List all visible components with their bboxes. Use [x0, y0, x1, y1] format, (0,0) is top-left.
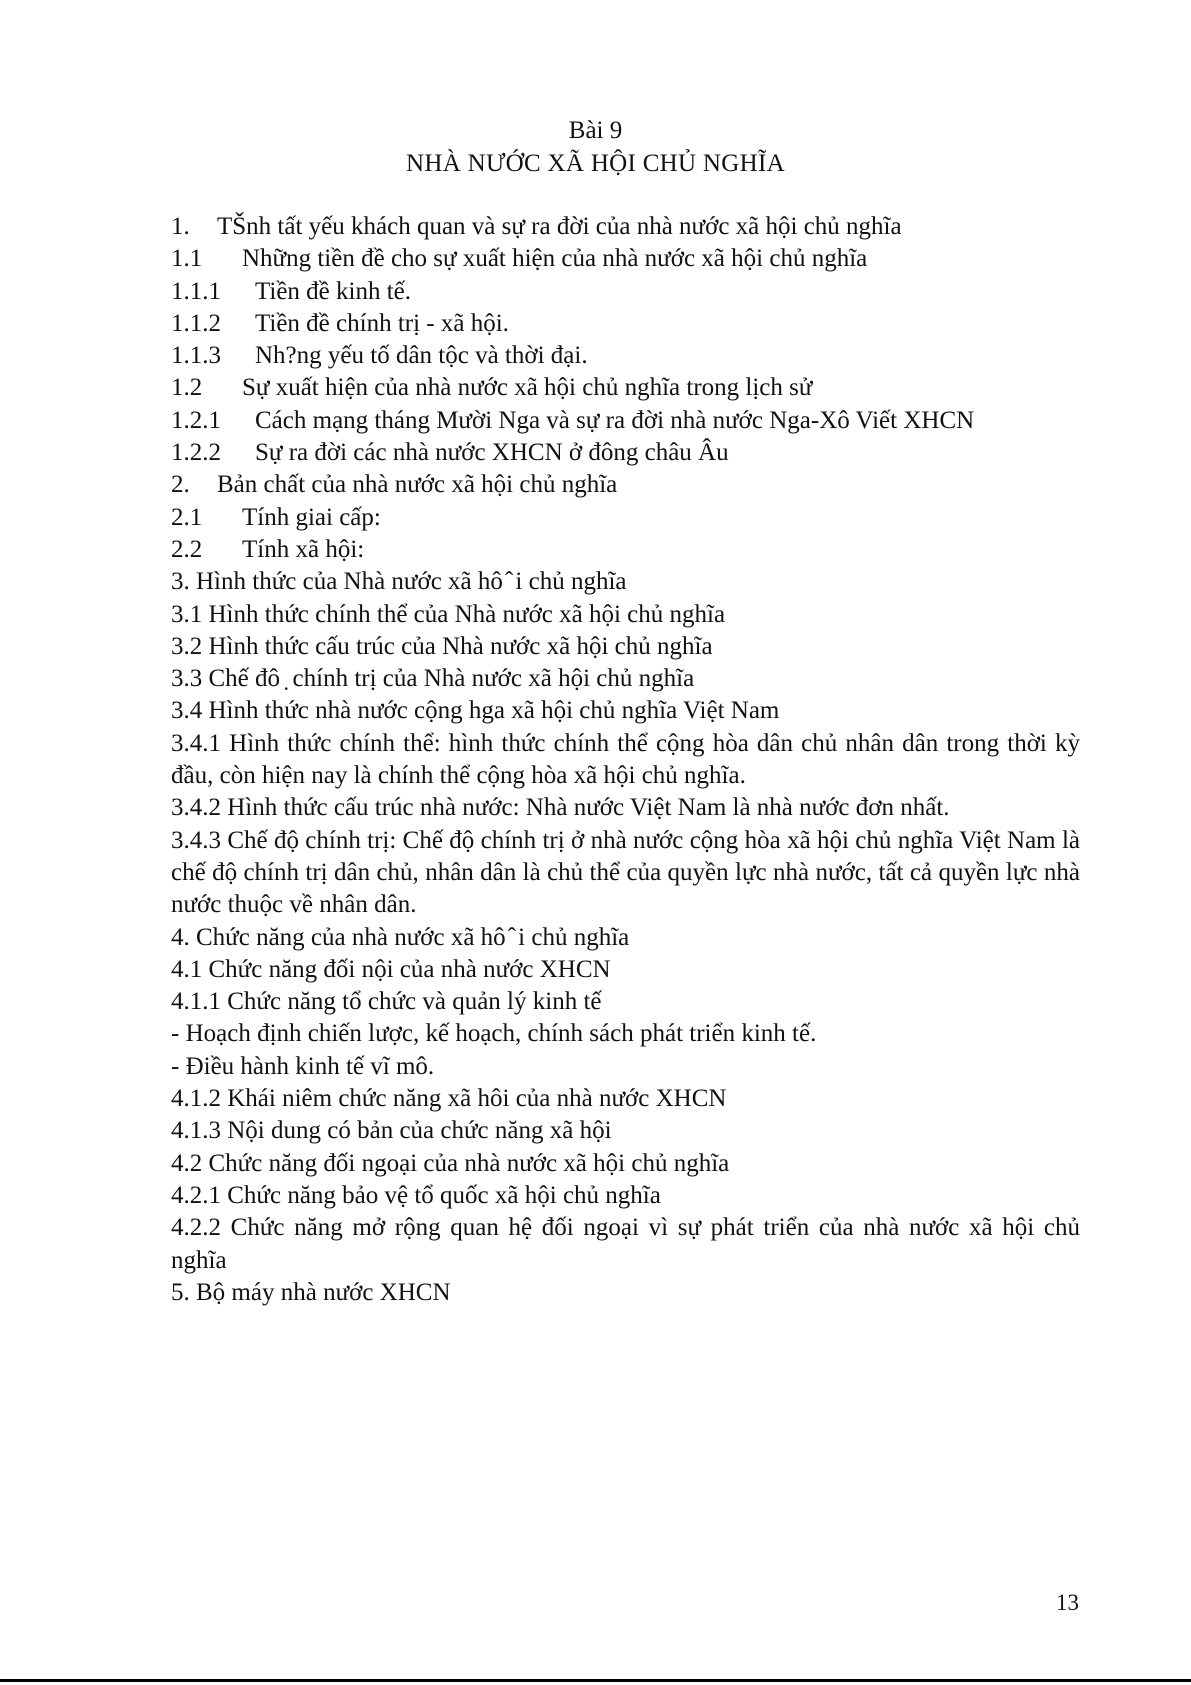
- bottom-divider: [0, 1679, 1191, 1682]
- toc-item: [171, 405, 1080, 437]
- toc-number: 1.1: [171, 245, 203, 273]
- lesson-label: Bài 9: [568, 117, 623, 144]
- table-of-contents: [171, 211, 1080, 1309]
- toc-item: 3.3 Chế đô ̣ chính trị của Nhà nước xã hội chủ nghĩa: [171, 665, 695, 693]
- toc-text: Tiền đề kinh tế.: [255, 277, 412, 305]
- toc-item: [171, 372, 1080, 404]
- toc-item: 3.1 Hình thức chính thể của Nhà nước xã hội chủ nghĩa: [171, 600, 726, 628]
- toc-text: Tính xã hội:: [242, 535, 365, 563]
- toc-item: [171, 211, 1080, 243]
- toc-text: TŠnh tất yếu khách quan và sự ra đời của nhà nước xã hội chủ nghĩa: [217, 213, 902, 240]
- toc-item: 4.2.2 Chức năng mở rộng quan hệ đối ngoại vì sự phát triển của nhà nước xã hội chủ nghĩa: [171, 1214, 1080, 1274]
- toc-number: 1.2.2: [171, 439, 221, 467]
- toc-item: 3. Hình thức của Nhà nước xã hô ̂ i chủ nghĩa: [171, 568, 627, 596]
- toc-text: Những tiền đề cho sự xuất hiện của nhà nước xã hội chủ nghĩa: [242, 245, 868, 273]
- toc-item: [171, 340, 1080, 372]
- toc-item: - Điều hành kinh tế vĩ mô.: [171, 1052, 435, 1080]
- toc-item: 3.4 Hình thức nhà nước cộng hga xã hội chủ nghĩa Việt Nam: [171, 697, 780, 725]
- toc-item: 3.2 Hình thức cấu trúc của Nhà nước xã hội chủ nghĩa: [171, 632, 713, 660]
- page-header: [0, 114, 1191, 180]
- toc-item: [171, 534, 1080, 566]
- toc-item: 3.4.1 Hình thức chính thể: hình thức chính thể cộng hòa dân chủ nhân dân trong thời kỳ đầu, còn hiện nay là chính thể cộng hòa xã hội chủ nghĩa.: [171, 729, 1080, 790]
- toc-item: 4.2 Chức năng đối ngoại của nhà nước xã hội chủ nghĩa: [171, 1149, 730, 1177]
- toc-item: 4.1.2 Khái niêm chức năng xã hôi của nhà nước XHCN: [171, 1085, 727, 1113]
- toc-item: 4.1.3 Nội dung có bản của chức năng xã hội: [171, 1117, 612, 1145]
- toc-text: Tiền đề chính trị - xã hội.: [255, 309, 509, 337]
- toc-item: 4. Chức năng của nhà nước xã hô ̂ i chủ nghĩa: [171, 923, 630, 951]
- toc-item: - Hoạch định chiến lược, kế hoạch, chính sách phát triển kinh tế.: [171, 1020, 817, 1048]
- toc-text: Cách mạng tháng Mười Nga và sự ra đời nhà nước Nga-Xô Viết XHCN: [255, 406, 975, 434]
- toc-text: Sự xuất hiện của nhà nước xã hội chủ nghĩa trong lịch sử: [242, 374, 813, 402]
- toc-item: [171, 437, 1080, 469]
- page-number: 13: [1056, 1590, 1079, 1615]
- toc-number: 1.1.3: [171, 342, 221, 370]
- toc-number: 1.: [171, 213, 190, 240]
- toc-number: 1.2: [171, 374, 203, 402]
- toc-text: Sự ra đời các nhà nước XHCN ở đông châu Âu: [255, 439, 729, 467]
- toc-item: 4.1 Chức năng đối nội của nhà nước XHCN: [171, 955, 611, 983]
- toc-item: 3.4.2 Hình thức cấu trúc nhà nước: Nhà nước Việt Nam là nhà nước đơn nhất.: [171, 794, 950, 822]
- toc-item: 3.4.3 Chế độ chính trị: Chế độ chính trị ở nhà nước cộng hòa xã hội chủ nghĩa Việt Nam là chế độ chính trị dân chủ, nhân dân là chủ thể của quyền lực nhà nước, tất cả quyền lực nhà nước thuộc về nhân dân.: [171, 826, 1080, 919]
- page-title: NHÀ NƯỚC XÃ HỘI CHỦ NGHĨA: [406, 150, 785, 177]
- toc-item: [171, 243, 1080, 275]
- toc-number: 2.2: [171, 535, 203, 563]
- toc-number: 2.1: [171, 503, 203, 531]
- toc-text: Bản chất của nhà nước xã hội chủ nghĩa: [217, 471, 618, 499]
- toc-item: 4.2.1 Chức năng bảo vệ tổ quốc xã hội chủ nghĩa: [171, 1181, 661, 1209]
- toc-text: Tính giai cấp:: [242, 503, 381, 531]
- toc-number: 1.1.1: [171, 277, 221, 305]
- toc-number: 1.1.2: [171, 309, 221, 337]
- toc-item: [171, 308, 1080, 340]
- toc-item: [171, 469, 1080, 501]
- toc-number: 1.2.1: [171, 406, 221, 434]
- toc-item: [171, 276, 1080, 308]
- toc-text: Nh?ng yếu tố dân tộc và thời đại.: [255, 342, 588, 370]
- toc-item: 5. Bộ máy nhà nước XHCN: [171, 1278, 451, 1306]
- toc-item: [171, 502, 1080, 534]
- toc-item: 4.1.1 Chức năng tổ chức và quản lý kinh tế: [171, 988, 602, 1016]
- toc-number: 2.: [171, 471, 190, 499]
